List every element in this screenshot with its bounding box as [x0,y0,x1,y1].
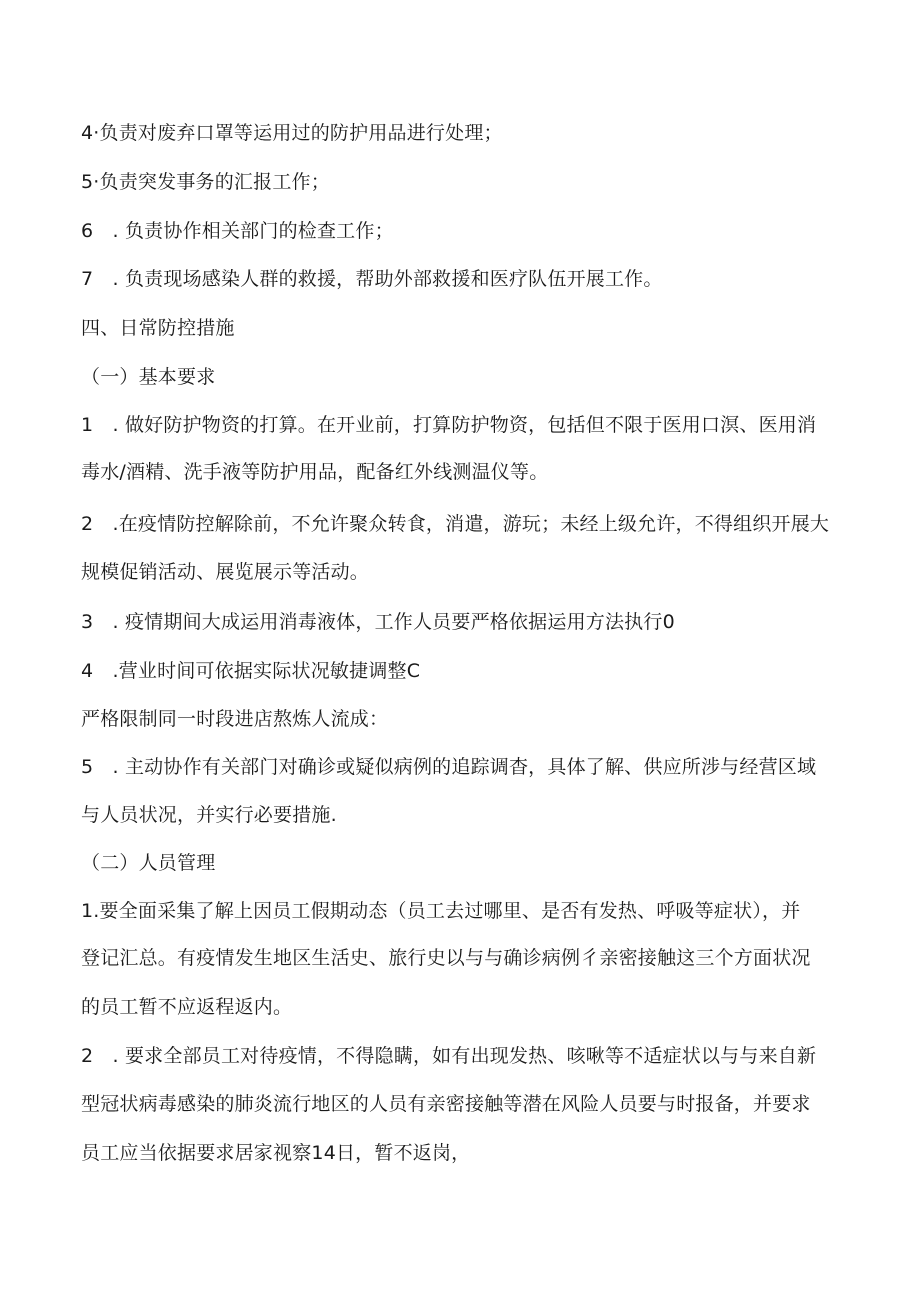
personnel-item-1-line-3: 的员工暂不应返程返内。 [81,996,293,1018]
basic-item-2-line-1: 2 .在疫情防控解除前，不允许聚众转食，消遣，游玩；未经上级允许，不得组织开展大 [81,513,830,535]
item-5: 5·负责突发事务的汇报工作； [81,171,330,193]
personnel-item-1-line-2: 登记汇总。有疫情发生地区生活史、旅行史以与与确诊病例彳亲密接触这三个方面状况 [81,947,811,969]
basic-item-3: 3 . 疫情期间大成运用消毒液体，工作人员要严格依据运用方法执行0 [81,611,675,633]
basic-item-5-line-1: 5 . 主动协作有关部门对确诊或疑似病例的追踪调杳，具体了解、供应所涉与经营区域 [81,756,817,778]
personnel-item-2-line-3: 员工应当依据要求居家视察14日，暂不返岗， [81,1142,471,1164]
basic-item-4: 4 .营业时间可依据实际状况敏捷调整C [81,660,421,682]
subsection-heading-basic: （一）基本要求 [81,366,216,388]
item-7: 7 . 负责现场感染人群的救援，帮助外部救援和医疗队伍开展工作。 [81,268,663,290]
personnel-item-2-line-2: 型冠状病毒感染的肺炎流行地区的人员有亲密接触等潜在风险人员要与时报备，并要求 [81,1093,811,1115]
basic-item-5-line-2: 与人员状况，并实行必要措施. [81,804,337,826]
basic-item-1-line-2: 毒水/酒精、洗手液等防护用品，配备红外线测温仪等。 [81,461,549,483]
item-4: 4·负责对废弃口罩等运用过的防护用品进行处理； [81,122,503,144]
section-heading-4: 四、日常防控措施 [81,317,235,339]
subsection-heading-personnel: （二）人员管理 [81,852,216,874]
item-6: 6 . 负责协作相关部门的检查工作； [81,220,394,242]
personnel-item-2-line-1: 2 . 要求全部员工对待疫情，不得隐瞒，如有出现发热、咳啾等不适症状以与与来自新 [81,1045,817,1067]
basic-item-4-continuation: 严格限制同一时段进店熬炼人流成： [81,708,389,730]
basic-item-2-line-2: 规模促销活动、展览展示等活动。 [81,561,370,583]
personnel-item-1-line-1: 1.要全面采集了解上因员工假期动态（员工去过哪里、是否有发热、呼吸等症状），并 [81,900,801,922]
basic-item-1-line-1: 1 . 做好防护物资的打算。在开业前，打算防护物资，包括但不限于医用口溟、医用消 [81,414,817,436]
